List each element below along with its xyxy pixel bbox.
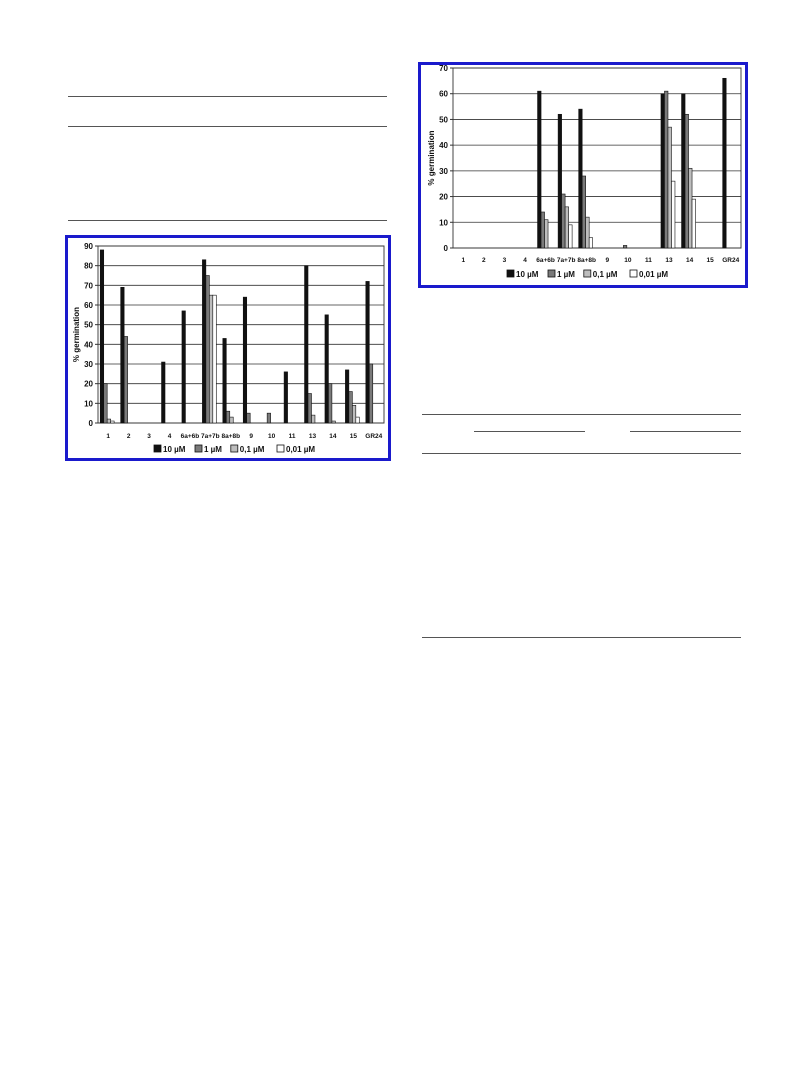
x-tick-label: 11: [644, 257, 652, 264]
bar-0-1-M-6a-6b: [545, 220, 548, 248]
x-tick-label: 13: [665, 257, 673, 264]
bar-10-M-7a-7b: [202, 260, 205, 423]
bar-1-M-8a-8b: [226, 411, 229, 423]
x-tick-label: 2: [482, 257, 486, 264]
bar-0-1-M-7a-7b: [209, 295, 212, 423]
x-tick-label: 10: [624, 257, 632, 264]
y-axis-label: % germination: [427, 130, 436, 186]
bar-10-M-15: [345, 370, 348, 423]
legend-label: 1 µM: [204, 445, 222, 454]
bar-0-01-M-1: [111, 421, 114, 423]
bar-0-01-M-7a-7b: [569, 225, 572, 248]
germination-chart-right: [418, 62, 748, 288]
legend-label: 0,1 µM: [592, 270, 618, 279]
x-tick-label: 15: [349, 433, 357, 440]
table-rule: [630, 431, 741, 432]
plot-area: [453, 68, 741, 248]
y-tick-label: 90: [84, 242, 93, 251]
bar-10-M-6a-6b: [182, 311, 185, 423]
x-tick-label: 3: [147, 433, 151, 440]
y-tick-label: 20: [439, 192, 448, 202]
bar-0-1-M-7a-7b: [565, 207, 568, 248]
y-axis-label: % germination: [72, 306, 81, 363]
bar-1-M-15: [349, 392, 352, 423]
bar-0-1-M-1: [107, 419, 110, 423]
bar-1-M-7a-7b: [562, 194, 565, 248]
bar-0-01-M-15: [356, 417, 359, 423]
legend-swatch: [584, 270, 591, 277]
y-tick-label: 10: [439, 218, 448, 228]
table-rule: [68, 220, 387, 221]
bar-0-1-M-15: [352, 405, 355, 423]
bar-10-M-6a-6b: [538, 91, 541, 248]
bar-1-M-9: [247, 413, 250, 423]
bar-1-M-14: [328, 384, 331, 423]
bar-1-M-GR24: [369, 364, 372, 423]
legend-swatch: [277, 445, 284, 452]
y-tick-label: 30: [439, 166, 448, 176]
bar-10-M-13: [305, 266, 308, 423]
legend-label: 0,1 µM: [239, 445, 265, 454]
x-tick-label: 2: [126, 433, 131, 440]
x-tick-label: 1: [106, 433, 111, 440]
bar-10-M-1: [100, 250, 103, 423]
bar-0-01-M-14: [692, 199, 695, 248]
x-tick-label: GR24: [722, 257, 740, 264]
x-tick-label: 8a+8b: [577, 257, 597, 264]
bar-0-01-M-7a-7b: [213, 295, 216, 423]
bar-10-M-7a-7b: [558, 114, 561, 248]
x-tick-label: 6a+6b: [180, 433, 200, 440]
bar-10-M-GR24: [723, 78, 726, 248]
bar-1-M-10: [623, 245, 626, 248]
x-tick-label: 4: [523, 257, 527, 264]
x-tick-label: 9: [249, 433, 254, 440]
bar-0-1-M-8a-8b: [230, 417, 233, 423]
bar-10-M-9: [243, 297, 246, 423]
table-rule: [422, 637, 741, 638]
y-tick-label: 0: [443, 244, 448, 253]
bar-1-M-1: [104, 384, 107, 423]
y-tick-label: 30: [84, 360, 93, 369]
legend-label: 10 µM: [163, 445, 186, 454]
bar-0-1-M-8a-8b: [586, 217, 589, 248]
x-tick-label: 3: [502, 257, 507, 264]
bar-10-M-11: [284, 372, 287, 423]
legend-label: 0,01 µM: [639, 270, 669, 279]
x-tick-label: 4: [167, 433, 172, 440]
chart-right-svg: [421, 65, 745, 285]
x-tick-label: 6a+6b: [536, 257, 555, 264]
bar-10-M-2: [121, 287, 124, 423]
bar-0-1-M-13: [311, 415, 314, 423]
table-rule: [474, 431, 585, 432]
bar-1-M-6a-6b: [541, 212, 544, 248]
bar-1-M-2: [124, 336, 127, 423]
legend-swatch: [630, 270, 637, 277]
y-tick-label: 0: [88, 419, 93, 428]
legend-label: 10 µM: [516, 270, 539, 279]
x-tick-label: 8a+8b: [221, 433, 241, 440]
bar-1-M-14: [685, 114, 688, 248]
x-tick-label: 10: [268, 433, 276, 440]
table-rule: [68, 126, 387, 127]
y-tick-label: 80: [84, 261, 93, 271]
bar-1-M-7a-7b: [206, 276, 209, 424]
legend-swatch: [195, 445, 202, 452]
chart-left-svg: [68, 238, 388, 458]
legend-label: 0,01 µM: [286, 445, 316, 454]
bar-0-1-M-13: [668, 127, 671, 248]
table-rule: [422, 453, 741, 454]
y-tick-label: 50: [439, 115, 448, 125]
y-tick-label: 10: [84, 399, 93, 409]
bar-10-M-13: [661, 94, 664, 248]
x-tick-label: 14: [685, 257, 694, 264]
legend-swatch: [548, 270, 555, 277]
bar-0-01-M-13: [671, 181, 674, 248]
x-tick-label: 13: [308, 433, 317, 440]
x-tick-label: GR24: [365, 433, 383, 440]
plot-area: [98, 246, 384, 423]
table-rule: [422, 414, 741, 415]
bar-1-M-10: [267, 413, 270, 423]
legend-swatch: [507, 270, 514, 277]
legend-label: 1 µM: [557, 270, 575, 279]
x-tick-label: 7a+7b: [556, 257, 576, 264]
x-tick-label: 15: [706, 257, 714, 264]
x-tick-label: 11: [288, 433, 296, 440]
y-tick-label: 40: [439, 141, 448, 151]
bar-1-M-8a-8b: [582, 176, 585, 248]
legend-swatch: [231, 445, 238, 452]
x-tick-label: 9: [605, 257, 610, 264]
y-tick-label: 20: [84, 379, 93, 389]
x-tick-label: 14: [329, 433, 337, 440]
y-tick-label: 60: [439, 89, 448, 99]
y-tick-label: 60: [84, 301, 93, 310]
bar-0-1-M-14: [332, 421, 335, 423]
y-tick-label: 40: [84, 340, 93, 350]
y-tick-label: 70: [84, 281, 93, 291]
table-rule: [68, 96, 387, 97]
bar-10-M-8a-8b: [223, 338, 226, 423]
bar-10-M-8a-8b: [579, 109, 582, 248]
bar-10-M-14: [682, 94, 685, 248]
bar-10-M-14: [325, 315, 328, 423]
bar-10-M-4: [162, 362, 165, 423]
legend-swatch: [154, 445, 161, 452]
y-tick-label: 50: [84, 320, 93, 330]
x-tick-label: 7a+7b: [201, 433, 220, 440]
bar-1-M-13: [664, 91, 667, 248]
y-tick-label: 70: [439, 65, 448, 73]
bar-10-M-GR24: [366, 281, 369, 423]
bar-0-1-M-14: [689, 168, 692, 248]
bar-0-01-M-8a-8b: [589, 238, 592, 248]
germination-chart-left: [65, 235, 391, 461]
x-tick-label: 1: [461, 257, 466, 264]
bar-1-M-13: [308, 394, 311, 424]
